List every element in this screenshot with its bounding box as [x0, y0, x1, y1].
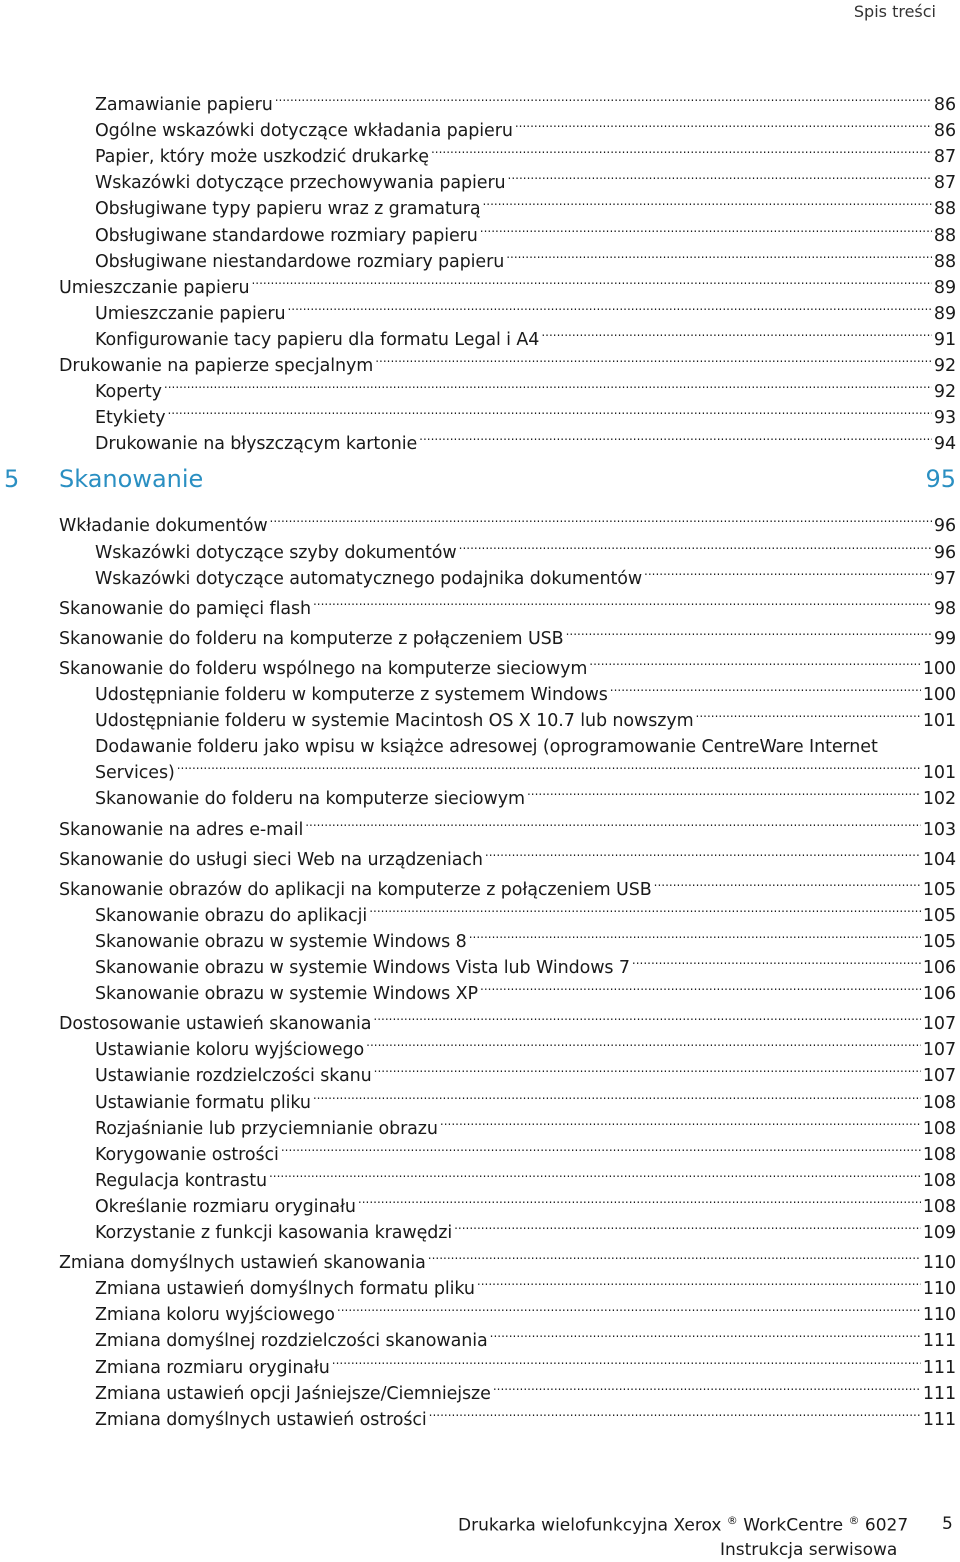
toc-entry-page: 107: [922, 1040, 956, 1061]
toc-entry-label: Skanowanie do pamięci flash: [59, 598, 311, 619]
footer-page-number: 5: [942, 1514, 953, 1534]
toc-entry[interactable]: [0, 379, 960, 405]
toc-entry[interactable]: [0, 513, 960, 539]
toc-entry-label: Zamawianie papieru: [95, 95, 273, 115]
toc-entry-label: Ustawianie rozdzielczości skanu: [95, 1066, 372, 1087]
toc-leader-dots: [632, 958, 921, 976]
toc-entry-page: 105: [922, 931, 956, 952]
footer-registered-mark-2: ®: [848, 1514, 860, 1527]
toc-leader-dots: [506, 251, 932, 269]
toc-entry-page: 89: [933, 303, 956, 324]
toc-entry-page: 88: [933, 225, 956, 246]
toc-leader-dots: [485, 849, 921, 867]
toc-entry-label: Korygowanie ostrości: [95, 1144, 279, 1165]
toc-entry-label: Skanowanie na adres e-mail: [59, 819, 304, 840]
toc-entry-label: Udostępnianie folderu w komputerze z systemem Windows: [95, 685, 608, 705]
footer-product-brand: Drukarka wielofunkcyjna Xerox: [458, 1515, 722, 1536]
toc-leader-dots: [177, 763, 921, 781]
toc-entry-label: Skanowanie do folderu na komputerze z połączeniem USB: [59, 628, 564, 649]
toc-entry-label: Papier, który może uszkodzić drukarkę: [95, 147, 429, 168]
toc-entry[interactable]: [0, 682, 960, 708]
footer-product: [458, 1514, 908, 1536]
toc-entry-page: 110: [922, 1305, 956, 1326]
toc-entry[interactable]: [0, 1407, 960, 1433]
toc-entry-page: 86: [933, 121, 956, 142]
toc-entry-page: 108: [922, 1092, 956, 1113]
toc-leader-dots: [440, 1118, 921, 1136]
toc-leader-dots: [459, 542, 932, 560]
toc-leader-dots: [164, 382, 932, 400]
toc-entry-label: Wskazówki dotyczące przechowywania papieru: [95, 173, 506, 194]
toc-entry[interactable]: [0, 431, 960, 457]
toc-leader-dots: [469, 931, 921, 949]
toc-leader-dots: [654, 879, 921, 897]
toc-entry[interactable]: [0, 1381, 960, 1407]
toc-entry-page: 110: [922, 1279, 956, 1300]
toc-entry-label-continued: Services): [95, 763, 175, 784]
toc-leader-dots: [490, 1331, 921, 1349]
toc-entry-page: 108: [922, 1144, 956, 1165]
toc-leader-dots: [515, 121, 932, 139]
toc-entry-page: 96: [933, 542, 956, 563]
toc-leader-dots: [480, 984, 921, 1002]
toc-entry[interactable]: [0, 817, 960, 843]
toc-entry[interactable]: [0, 1355, 960, 1381]
toc-entry[interactable]: [0, 847, 960, 873]
toc-entry-label: Dostosowanie ustawień skanowania: [59, 1014, 372, 1035]
toc-entry-page: 101: [922, 711, 956, 732]
toc-chapter-heading[interactable]: [0, 465, 960, 493]
toc-entry-label: Regulacja kontrastu: [95, 1170, 267, 1191]
chapter-number: 5: [4, 465, 20, 494]
toc-leader-dots: [313, 598, 932, 616]
toc-entry-page: 102: [922, 789, 956, 810]
toc-entry-label: Skanowanie do folderu na komputerze sieciowym: [95, 789, 525, 810]
toc-entry-page: 86: [933, 95, 956, 115]
toc-entry[interactable]: [0, 1142, 960, 1168]
toc-entry-label: Wkładanie dokumentów: [59, 516, 268, 537]
toc-leader-dots: [269, 1170, 921, 1188]
toc-entry-page: 106: [922, 958, 956, 978]
toc-entry-page: 111: [922, 1383, 956, 1404]
toc-leader-dots: [332, 1357, 921, 1375]
toc-leader-dots: [493, 1383, 921, 1401]
toc-leader-dots: [482, 199, 931, 217]
footer-product-line: WorkCentre: [743, 1515, 844, 1536]
toc-entry[interactable]: [0, 1276, 960, 1302]
toc-entry[interactable]: [0, 626, 960, 652]
toc-entry[interactable]: [0, 786, 960, 812]
toc-entry-page: 101: [922, 763, 956, 784]
footer-subtitle: Instrukcja serwisowa: [720, 1540, 898, 1560]
toc-entry[interactable]: [0, 1090, 960, 1116]
toc-entry-page: 108: [922, 1118, 956, 1139]
toc-entry-page: 92: [933, 356, 956, 376]
toc-entry-page: 88: [933, 199, 956, 220]
toc-entry-label: Korzystanie z funkcji kasowania krawędzi: [95, 1223, 453, 1243]
toc-entry[interactable]: [0, 196, 960, 222]
toc-entry-page: 108: [922, 1196, 956, 1217]
toc-leader-dots: [527, 789, 921, 807]
toc-entry[interactable]: [0, 540, 960, 566]
toc-leader-dots: [610, 685, 921, 703]
toc-entry-page: 107: [922, 1066, 956, 1087]
toc-entry[interactable]: [0, 1011, 960, 1037]
toc-entry[interactable]: [0, 708, 960, 734]
toc-leader-dots: [337, 1305, 921, 1323]
toc-entry[interactable]: [0, 1328, 960, 1354]
toc-leader-dots: [275, 95, 932, 113]
toc-leader-dots: [373, 1014, 921, 1032]
toc-leader-dots: [281, 1144, 921, 1162]
toc-entry-page: 111: [922, 1331, 956, 1352]
toc-entry-label: Umieszczanie papieru: [95, 303, 286, 324]
toc-entry[interactable]: [0, 566, 960, 592]
toc-entry[interactable]: [0, 170, 960, 196]
toc-entry-label: Określanie rozmiaru oryginału: [95, 1196, 356, 1217]
toc-leader-dots: [369, 905, 921, 923]
toc-entry[interactable]: [0, 1037, 960, 1063]
toc-entry-label: Udostępnianie folderu w systemie Macintosh OS X 10.7 lub nowszym: [95, 711, 694, 732]
toc-entry-page: 92: [933, 382, 956, 403]
toc-entry[interactable]: [0, 734, 960, 786]
toc-entry-label: Skanowanie obrazu w systemie Windows Vista lub Windows 7: [95, 958, 630, 978]
toc-leader-dots: [477, 1279, 921, 1297]
toc-entry-page: 104: [922, 849, 956, 870]
toc-entry[interactable]: [0, 955, 960, 981]
toc-entry-label: Wskazówki dotyczące szyby dokumentów: [95, 542, 457, 563]
toc-leader-dots: [270, 516, 932, 534]
toc-leader-dots: [429, 1409, 921, 1427]
toc-entry[interactable]: [0, 144, 960, 170]
toc-leader-dots: [313, 1092, 921, 1110]
toc-entry-label: Zmiana domyślnej rozdzielczości skanowania: [95, 1331, 488, 1352]
toc-entry-page: 105: [922, 879, 956, 900]
toc-leader-dots: [287, 303, 931, 321]
toc-entry-label: Ustawianie formatu pliku: [95, 1092, 311, 1113]
toc-entry-page: 87: [933, 147, 956, 168]
toc-entry-page: 99: [933, 628, 956, 649]
toc-leader-dots: [375, 356, 932, 374]
toc-entry-page: 110: [922, 1253, 956, 1274]
toc-entry-label: Zmiana domyślnych ustawień ostrości: [95, 1409, 427, 1430]
toc-entry-label: Obsługiwane typy papieru wraz z gramaturą: [95, 199, 481, 220]
toc-entry-page: 105: [922, 905, 956, 926]
toc-entry-page: 103: [922, 819, 956, 840]
toc-leader-dots: [358, 1196, 921, 1214]
toc-leader-dots: [428, 1253, 921, 1271]
toc-leader-dots: [566, 628, 932, 646]
chapter-title: Skanowanie: [59, 465, 204, 494]
toc-entry-page: 93: [933, 408, 956, 429]
toc-entry-label: Obsługiwane niestandardowe rozmiary papieru: [95, 251, 505, 272]
toc-entry[interactable]: [0, 92, 960, 118]
toc-entry-page: 100: [922, 658, 956, 679]
toc-entry[interactable]: [0, 903, 960, 929]
page-header-section: Spis treści: [853, 2, 936, 21]
toc-entry-label: Zmiana domyślnych ustawień skanowania: [59, 1253, 426, 1274]
toc-leader-dots: [374, 1066, 921, 1084]
toc-entry[interactable]: [0, 249, 960, 275]
toc-entry-page: 91: [933, 329, 956, 350]
toc-entry[interactable]: [0, 1194, 960, 1220]
toc-entry[interactable]: [0, 1220, 960, 1246]
toc-entry-label: Skanowanie do usługi sieci Web na urządzeniach: [59, 849, 483, 870]
toc-entry-label: Dodawanie folderu jako wpisu w książce adresowej (oprogramowanie CentreWare Internet: [95, 737, 878, 758]
toc-entry-page: 111: [922, 1409, 956, 1430]
toc-entry-label: Zmiana ustawień opcji Jaśniejsze/Ciemniejsze: [95, 1383, 491, 1404]
toc-entry-page: 89: [933, 277, 956, 298]
toc-entry-label: Skanowanie obrazu w systemie Windows XP: [95, 984, 479, 1005]
toc-entry[interactable]: [0, 1168, 960, 1194]
toc-entry-label: Rozjaśnianie lub przyciemnianie obrazu: [95, 1118, 438, 1139]
toc-leader-dots: [508, 173, 932, 191]
toc-leader-dots: [431, 147, 932, 165]
toc-entry-label: Etykiety: [95, 408, 166, 429]
toc-entry[interactable]: [0, 301, 960, 327]
toc-entry[interactable]: [0, 118, 960, 144]
toc-entry-label: Zmiana ustawień domyślnych formatu pliku: [95, 1279, 475, 1300]
toc-entry-label: Skanowanie obrazu do aplikacji: [95, 905, 368, 926]
toc-entry[interactable]: [0, 327, 960, 353]
toc-entry[interactable]: [0, 929, 960, 955]
toc-entry-page: 97: [933, 568, 956, 589]
toc-leader-dots: [305, 819, 921, 837]
toc-leader-dots: [419, 434, 932, 452]
toc-entry-label: Umieszczanie papieru: [59, 277, 250, 298]
toc-leader-dots: [589, 658, 921, 676]
toc-entry-label: Skanowanie obrazów do aplikacji na komputerze z połączeniem USB: [59, 879, 652, 900]
toc-entry-label: Koperty: [95, 382, 162, 403]
toc-entry[interactable]: [0, 223, 960, 249]
toc-entry[interactable]: [0, 596, 960, 622]
toc-entry-label: Wskazówki dotyczące automatycznego podajnika dokumentów: [95, 568, 643, 589]
toc-entry[interactable]: [0, 656, 960, 682]
toc-entry[interactable]: [0, 877, 960, 903]
chapter-page: 95: [925, 465, 956, 494]
toc-entry-page: 109: [922, 1223, 956, 1243]
toc-entry-page: 100: [922, 685, 956, 705]
toc-entry-label: Konfigurowanie tacy papieru dla formatu Legal i A4: [95, 329, 540, 350]
toc-entry-page: 108: [922, 1170, 956, 1191]
toc-entry[interactable]: [0, 275, 960, 301]
toc-leader-dots: [167, 408, 931, 426]
toc-entry-label: Obsługiwane standardowe rozmiary papieru: [95, 225, 478, 246]
toc-leader-dots: [696, 711, 921, 729]
toc-leader-dots: [366, 1040, 921, 1058]
toc-entry-label: Drukowanie na błyszczącym kartonie: [95, 434, 418, 455]
toc-entry[interactable]: [0, 1116, 960, 1142]
toc-leader-dots: [480, 225, 932, 243]
toc-entry-page: 96: [933, 516, 956, 537]
toc-entry[interactable]: [0, 405, 960, 431]
toc-leader-dots: [454, 1223, 921, 1241]
toc-entry-page: 106: [922, 984, 956, 1005]
toc-entry-page: 94: [933, 434, 956, 455]
toc-leader-dots: [541, 329, 932, 347]
toc-entry-page: 107: [922, 1014, 956, 1035]
toc-entry[interactable]: [0, 1250, 960, 1276]
toc-entry[interactable]: [0, 1302, 960, 1328]
toc-entry-page: 88: [933, 251, 956, 272]
footer-registered-mark: ®: [726, 1514, 738, 1527]
toc-entry[interactable]: [0, 1063, 960, 1089]
toc-entry[interactable]: [0, 981, 960, 1007]
toc-entry-label: Ogólne wskazówki dotyczące wkładania papieru: [95, 121, 513, 142]
toc-leader-dots: [644, 568, 932, 586]
toc-leader-dots: [251, 277, 931, 295]
toc-entry-label: Skanowanie do folderu wspólnego na komputerze sieciowym: [59, 658, 588, 679]
footer-model: 6027: [864, 1515, 909, 1536]
toc-entry-page: 111: [922, 1357, 956, 1378]
toc-entry-page: 87: [933, 173, 956, 194]
toc-entry-label: Zmiana rozmiaru oryginału: [95, 1357, 330, 1378]
toc-entry[interactable]: [0, 353, 960, 379]
toc-entry-page: 98: [933, 598, 956, 619]
toc-entry-label: Skanowanie obrazu w systemie Windows 8: [95, 931, 467, 952]
toc-entry-label: Zmiana koloru wyjściowego: [95, 1305, 335, 1326]
toc-entry-label: Drukowanie na papierze specjalnym: [59, 356, 374, 376]
toc-entry-label: Ustawianie koloru wyjściowego: [95, 1040, 365, 1061]
